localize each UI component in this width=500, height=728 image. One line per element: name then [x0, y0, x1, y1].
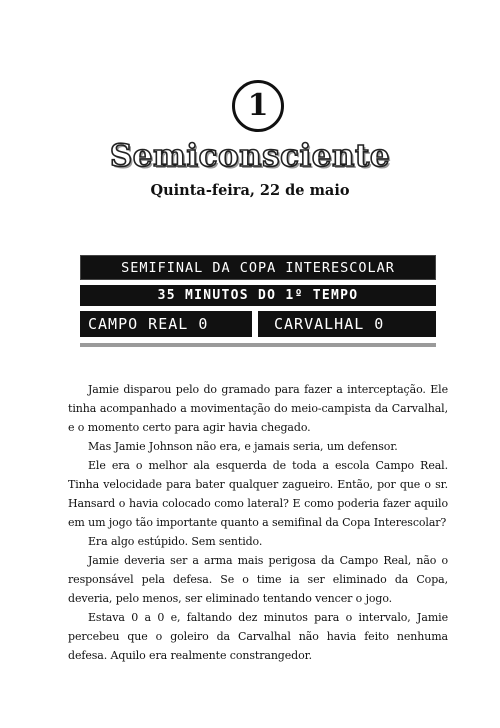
scoreboard	[80, 255, 436, 347]
scoreboard-home-score: CAMPO REAL 0	[80, 311, 252, 337]
scoreboard-time: 35 MINUTOS DO 1º TEMPO	[80, 285, 436, 306]
paragraph: Ele era o melhor ala esquerda de toda a escola Campo Real. Tinha velocidade para bater qualquer zagueiro. Então, por que o sr. Hansard o havia colocado como lateral? E como poderia fazer aquilo em um jogo tão importante quanto a semifinal da Copa Interescolar?	[68, 459, 448, 529]
scoreboard-divider	[80, 343, 436, 347]
paragraph: Estava 0 a 0 e, faltando dez minutos para o intervalo, Jamie percebeu que o goleiro da Carvalhal não havia feito nenhuma defesa. Aquilo era realmente constrangedor.	[68, 611, 448, 662]
paragraph: Mas Jamie Johnson não era, e jamais seria, um defensor.	[88, 440, 398, 453]
chapter-number-badge	[232, 80, 284, 132]
chapter-number: 1	[247, 88, 269, 123]
paragraph: Jamie disparou pelo do gramado para fazer a interceptação. Ele tinha acompanhado a movimentação do meio-campista da Carvalhal, e o momento certo para agir havia chegado.	[68, 383, 448, 434]
scoreboard-event: SEMIFINAL DA COPA INTERESCOLAR	[80, 255, 436, 280]
chapter-date: Quinta-feira, 22 de maio	[150, 182, 350, 199]
scoreboard-away-score: CARVALHAL 0	[258, 311, 436, 337]
chapter-body	[68, 380, 448, 665]
paragraph: Jamie deveria ser a arma mais perigosa da Campo Real, não o responsável pela defesa. Se o time ia ser eliminado da Copa, deveria, pelo menos, ser eliminado tentando vencer o jogo.	[68, 554, 448, 605]
paragraph: Era algo estúpido. Sem sentido.	[88, 535, 263, 548]
chapter-title: Semiconsciente	[109, 138, 391, 174]
